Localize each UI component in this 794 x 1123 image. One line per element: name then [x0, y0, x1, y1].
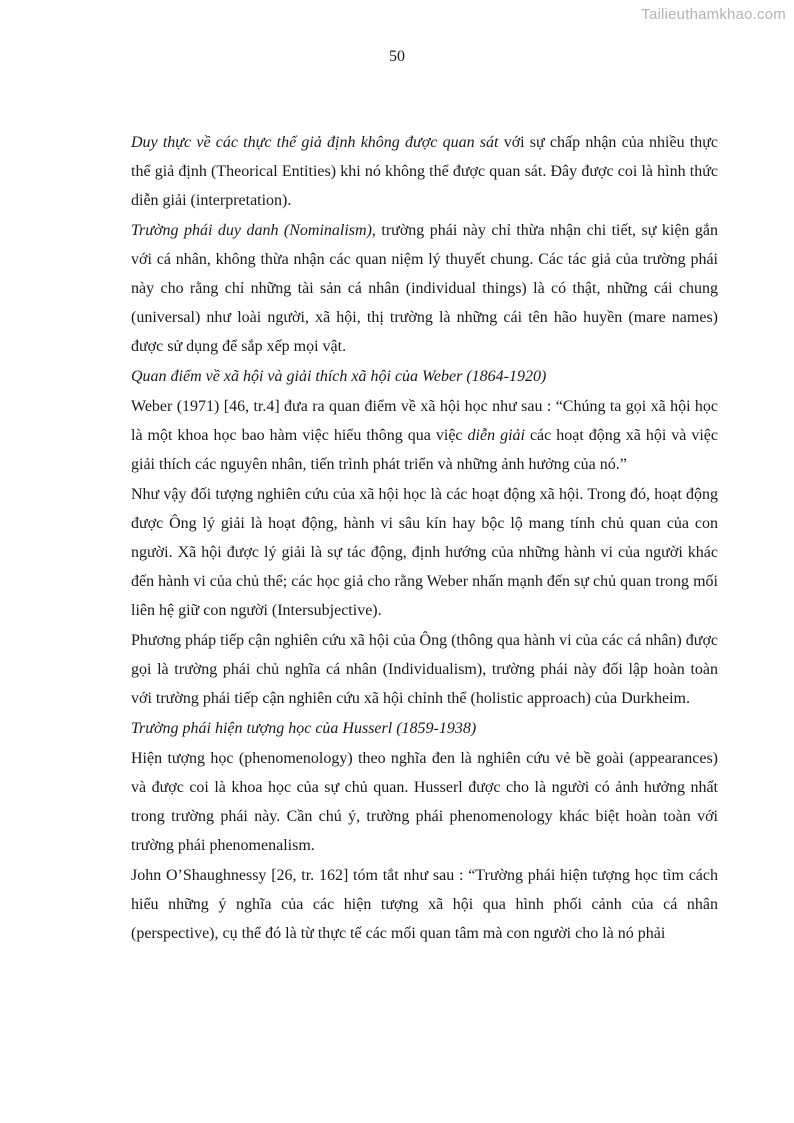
paragraph-text: , trường phái này chỉ thừa nhận chi tiết, sự kiện gắn với cá nhân, không thừa nhận các quan niệm lý thuyết chung. Các tác giả của trường phái này cho rằng chỉ những tài sản cá nhân (individual things) là có thật, những cái chung (universal) như loài người, xã hội, thị trường là những cái tên hão huyền (mare names) được sử dụng để sắp xếp mọi vật. — [131, 222, 718, 355]
paragraph-nominalism — [131, 216, 718, 361]
paragraph-text: các hoạt động xã hội và việc giải thích các nguyên nhân, tiến trình phát triển và những ảnh hưởng của nó.” — [131, 427, 719, 473]
paragraph-text: Weber (1971) [46, tr.4] đưa ra quan điểm về xã hội học như sau : “Chúng ta gọi xã hội học là một khoa học bao hàm việc hiểu thông qua việc — [131, 398, 718, 444]
paragraph-oshaughnessy: John O’Shaughnessy [26, tr. 162] tóm tắt như sau : “Trường phái hiện tượng học tìm cách hiểu những ý nghĩa của các hiện tượng xã hội qua hình phối cảnh của cá nhân (perspective), cụ thể đó là từ thực tế các mối quan tâm mà con người cho là nó phải — [131, 867, 718, 942]
document-body — [131, 128, 718, 948]
emphasis-interpretation: diễn giải — [467, 427, 525, 444]
paragraph-weber-quote — [131, 392, 718, 479]
paragraph-individualism: Phương pháp tiếp cận nghiên cứu xã hội của Ông (thông qua hành vi của các cá nhân) được gọi là trường phái chủ nghĩa cá nhân (Individualism), trường phái này đối lập hoàn toàn với trường phái tiếp cận nghiên cứu xã hội chỉnh thể (holistic approach) của Durkheim. — [131, 632, 718, 707]
term-nominalism: Trường phái duy danh (Nominalism) — [131, 222, 372, 239]
section-heading-husserl: Trường phái hiện tượng học của Husserl (1859-1938) — [131, 720, 477, 737]
watermark: Tailieuthamkhao.com — [641, 6, 786, 23]
paragraph-realism — [131, 128, 718, 215]
page-number: 50 — [389, 48, 405, 65]
paragraph-text: với sự chấp nhận của nhiều thực thể giả định (Theorical Entities) khi nó không thể được quan sát. Đây được coi là hình thức diễn giải (interpretation). — [131, 134, 719, 209]
term-realism: Duy thực về các thực thể giả định không được quan sát — [131, 134, 499, 151]
paragraph-phenomenology: Hiện tượng học (phenomenology) theo nghĩa đen là nghiên cứu vẻ bề goài (appearances) và được coi là khoa học của sự chủ quan. Husserl được cho là người có ảnh hưởng nhất trong trường phái này. Cần chú ý, trường phái phenomenology khác biệt hoàn toàn với trường phái phenomenalism. — [131, 750, 718, 854]
paragraph-research-object: Như vậy đối tượng nghiên cứu của xã hội học là các hoạt động xã hội. Trong đó, hoạt động được Ông lý giải là hoạt động, hành vi sâu kín hay bộc lộ mang tính chủ quan của con người. Xã hội được lý giải là sự tác động, định hướng của những hành vi của người khác đến hành vi của chủ thể; các học giả cho rằng Weber nhấn mạnh đến sự chủ quan trong mối liên hệ giữ con người (Intersubjective). — [131, 486, 718, 619]
section-heading-weber: Quan điểm về xã hội và giải thích xã hội của Weber (1864-1920) — [131, 368, 547, 385]
